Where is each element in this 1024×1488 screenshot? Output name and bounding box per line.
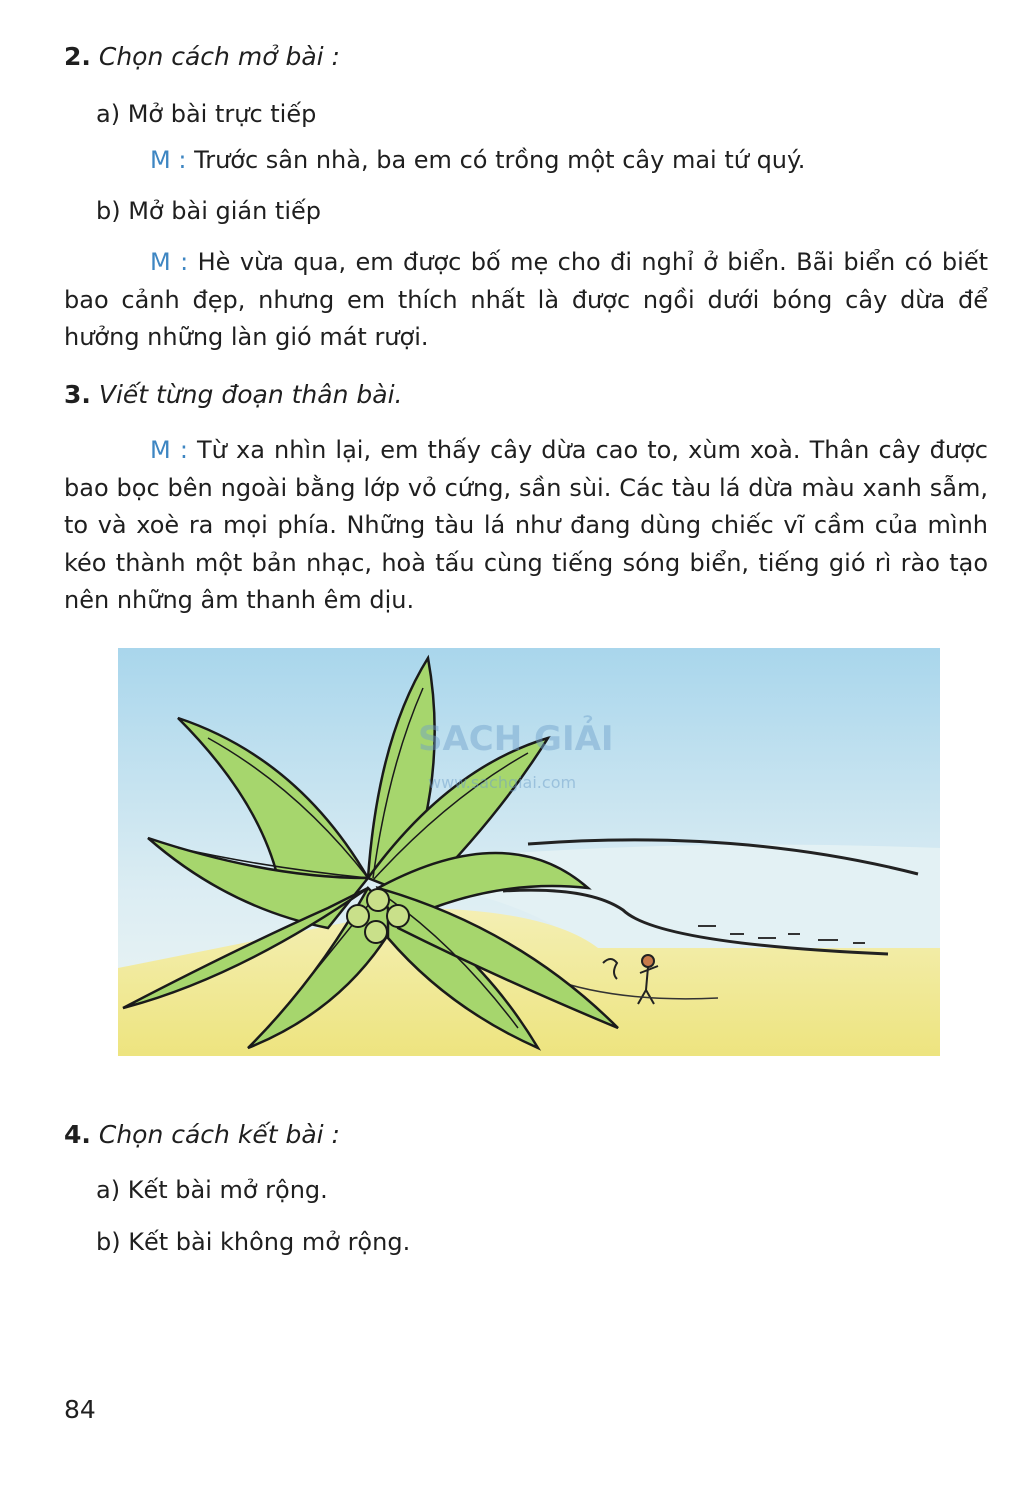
watermark-logo: SACH GIẢI — [418, 719, 614, 759]
section-4-heading — [64, 1120, 340, 1149]
section-4-title: Chọn cách kết bài : — [98, 1120, 340, 1149]
section-2-number: 2. — [64, 42, 91, 71]
example-marker: M : — [150, 436, 188, 464]
section-2-title: Chọn cách mở bài : — [98, 42, 340, 71]
section-3-number: 3. — [64, 380, 91, 409]
item-4b: b) Kết bài không mở rộng. — [96, 1228, 411, 1256]
section-3-heading — [64, 380, 402, 409]
item-2b-label: b) Mở bài gián tiếp — [96, 197, 322, 225]
section-3-title: Viết từng đoạn thân bài. — [98, 380, 403, 409]
page-number: 84 — [64, 1395, 96, 1424]
watermark-url: www.sachgiai.com — [428, 773, 577, 792]
example-2b — [64, 244, 988, 357]
item-2a-label: a) Mở bài trực tiếp — [96, 100, 317, 128]
example-marker: M : — [150, 146, 187, 174]
item-4a: a) Kết bài mở rộng. — [96, 1176, 328, 1204]
section-4-number: 4. — [64, 1120, 91, 1149]
section-2-heading — [64, 42, 340, 71]
example-marker: M : — [150, 248, 189, 276]
example-2b-text: Hè vừa qua, em được bố mẹ cho đi nghỉ ở biển. Bãi biển có biết bao cảnh đẹp, nhưng em thích nhất là được ngồi dưới bóng cây dừa để hưởng những làn gió mát rượi. — [64, 248, 988, 351]
example-2a — [150, 146, 805, 174]
example-2a-text: Trước sân nhà, ba em có trồng một cây mai tứ quý. — [194, 146, 806, 174]
example-3 — [64, 432, 988, 620]
example-3-text: Từ xa nhìn lại, em thấy cây dừa cao to, xùm xoà. Thân cây được bao bọc bên ngoài bằng lớp vỏ cứng, sần sùi. Các tàu lá dừa màu xanh sẫm, to và xoè ra mọi phía. Những tàu lá như đang dùng chiếc vĩ cầm của mình kéo thành một bản nhạc, hoà tấu cùng tiếng sóng biển, tiếng gió rì rào tạo nên những âm thanh êm dịu. — [64, 436, 988, 614]
coconut-palm-beach-illustration — [118, 648, 940, 1056]
